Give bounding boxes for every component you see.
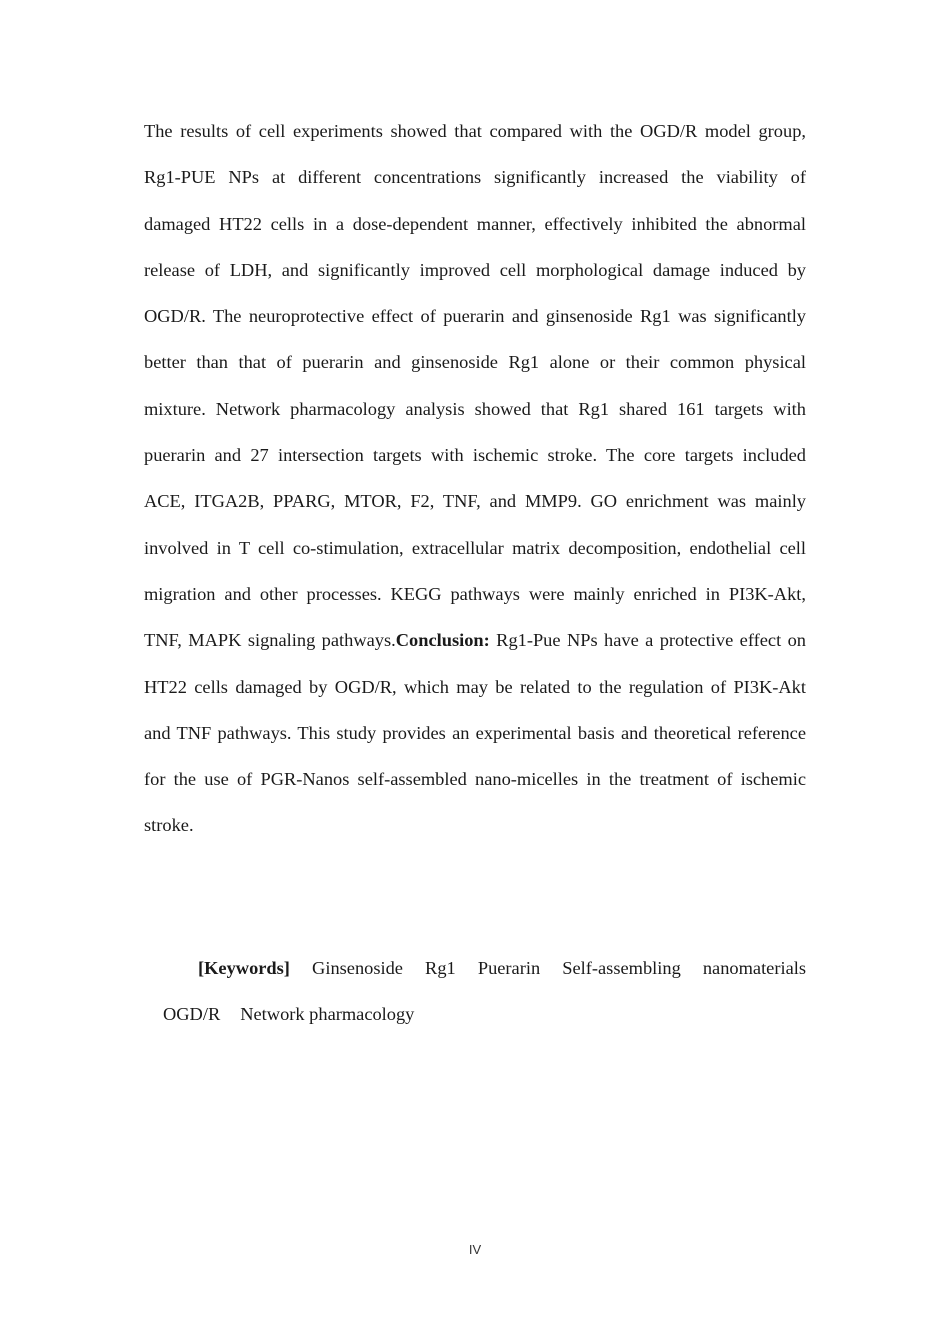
abstract-paragraph [144,108,806,849]
keyword-item: Network pharmacology [240,1004,415,1025]
page-number: IV [468,1242,482,1257]
keyword-item: Ginsenoside Rg1 [312,958,456,978]
keywords-line-2 [144,991,806,1037]
keyword-item: Puerarin [477,958,541,978]
keyword-item: OGD/R [163,1004,221,1025]
keywords-section [144,945,806,1038]
abstract-conclusion-text: Rg1-Pue NPs have a protective effect on HT22 cells damaged by OGD/R, which may be related to the regulation of PI3K-Akt and TNF pathways. This study provides an experimental basis and theoretical reference for the use of PGR-Nanos self-assembled nano-micelles in the treatment of ischemic stroke. [144,630,806,836]
abstract-results-text: The results of cell experiments showed that compared with the OGD/R model group, Rg1-PUE NPs at different concentrations significantly increased the viability of damaged HT22 cells in a dose-dependent manner, effectively inhibited the abnormal release of LDH, and significantly improved cell morphological damage induced by OGD/R. The neuroprotective effect of puerarin and ginsenoside Rg1 was significantly better than that of puerarin and ginsenoside Rg1 alone or their common physical mixture. Network pharmacology analysis showed that Rg1 shared 161 targets with puerarin and 27 intersection targets with ischemic stroke. The core targets included ACE, ITGA2B, PPARG, MTOR, F2, TNF, and MMP9. GO enrichment was mainly involved in T cell co-stimulation, extracellular matrix decomposition, endothelial cell migration and other processes. KEGG pathways were mainly enriched in PI3K-Akt, TNF, MAPK signaling pathways. [144,121,806,651]
keyword-item: Self-assembling nanomaterials [562,958,807,978]
conclusion-label: Conclusion: [395,630,490,651]
keywords-line-1 [144,945,806,991]
keywords-label: [Keywords] [198,958,290,978]
